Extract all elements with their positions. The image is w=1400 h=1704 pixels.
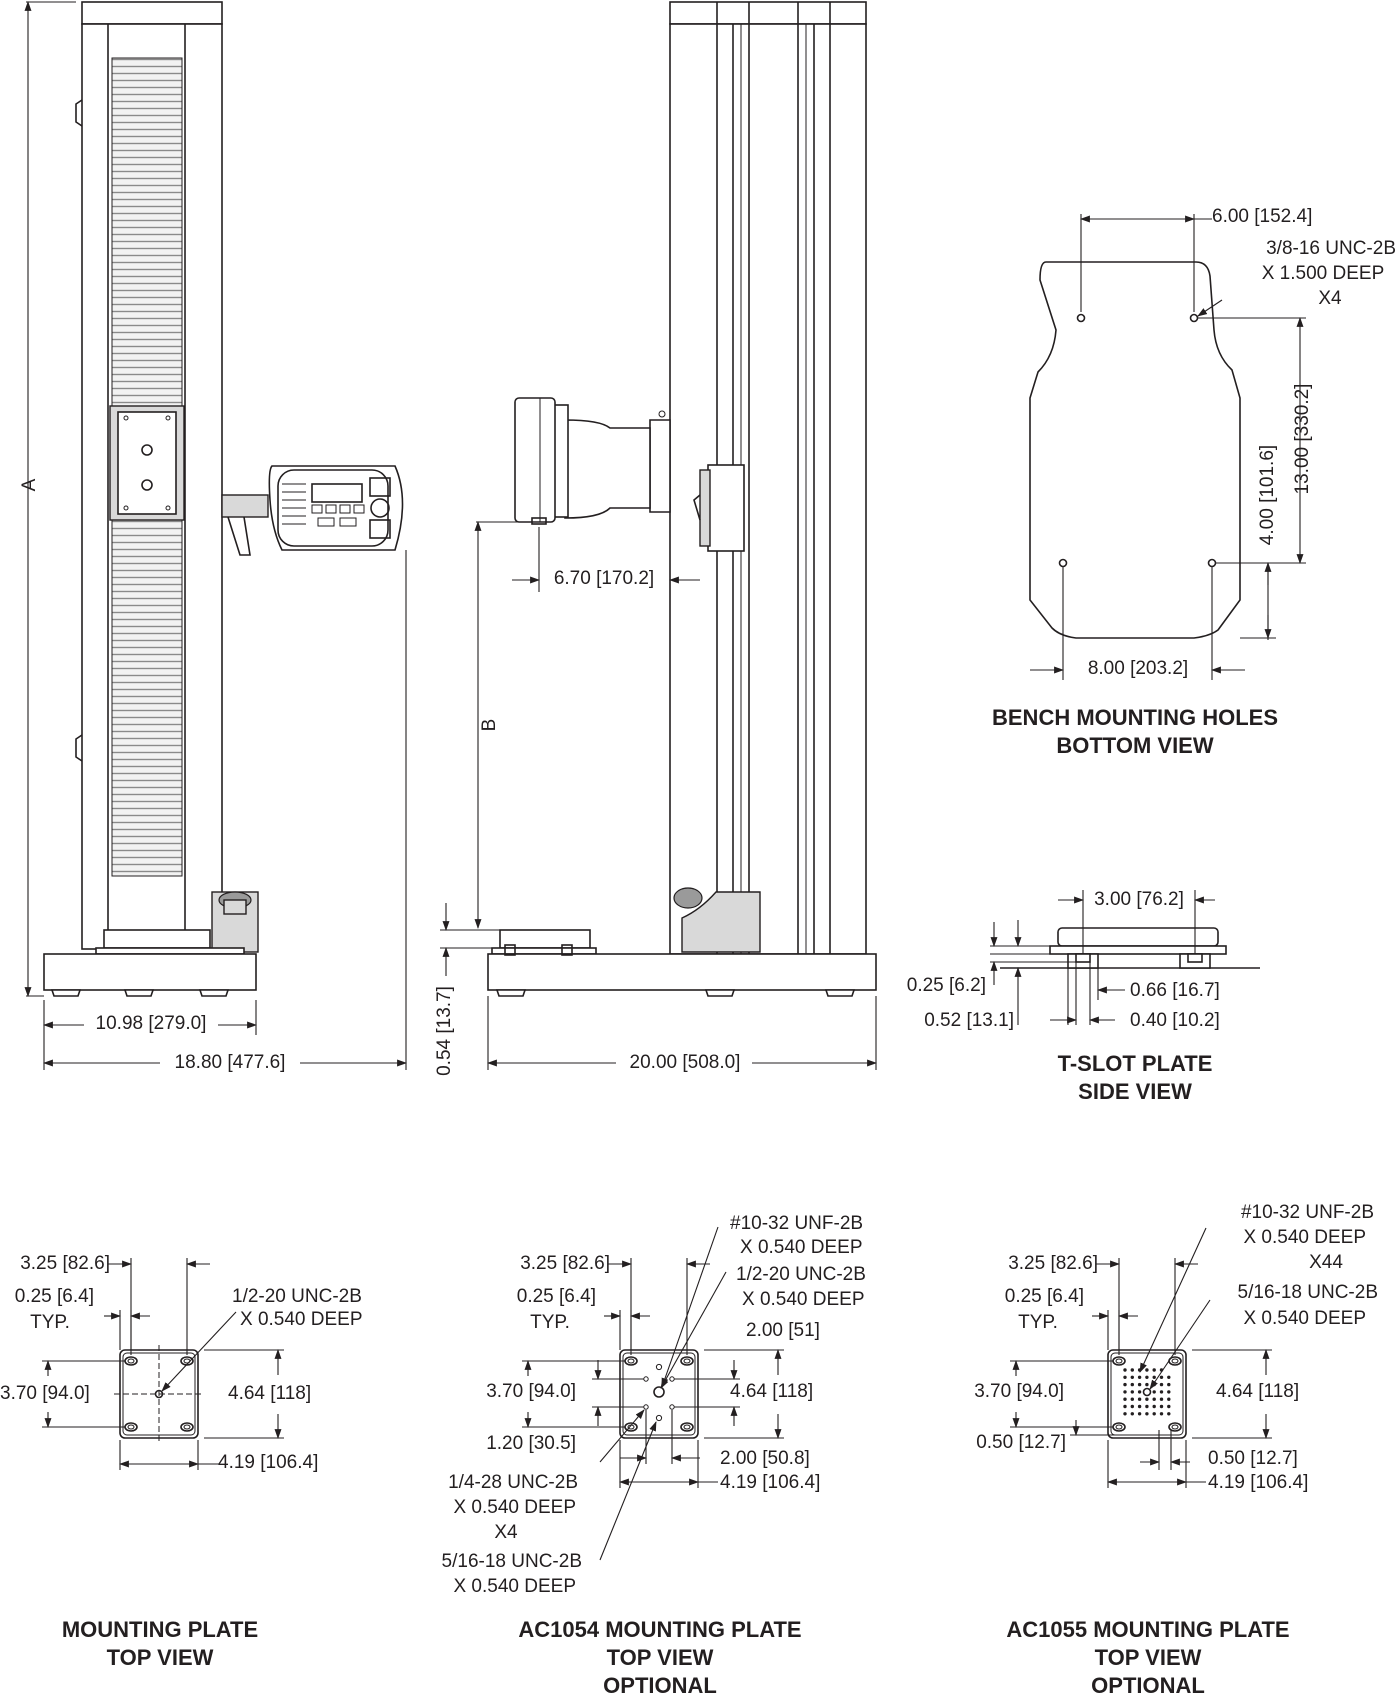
thread-hole [1167, 1412, 1170, 1415]
ac1054-thread-a2: X 0.540 DEEP [740, 1237, 863, 1258]
ac1054-offset: 1.20 [30.5] [486, 1433, 576, 1454]
thread-hole [1145, 1383, 1148, 1386]
ac1054-overall-width: 4.19 [106.4] [720, 1472, 821, 1493]
dim-base-width: 10.98 [279.0] [95, 1013, 207, 1034]
ac1054-edge: 0.25 [6.4] [516, 1286, 596, 1307]
dim-plate-height: 0.54 [13.7] [434, 986, 455, 1076]
thread-hole [1167, 1390, 1170, 1393]
ac1054-thread-c3: X4 [494, 1522, 518, 1543]
thread-hole [1167, 1376, 1170, 1379]
ac1054-spacing-bottom: 2.00 [50.8] [720, 1448, 810, 1469]
mp-title-line1: MOUNTING PLATE [61, 1617, 259, 1642]
ac1054-spacing-top: 2.00 [51] [746, 1320, 820, 1341]
ac1055-typ: TYP. [1018, 1312, 1058, 1333]
thread-hole [1131, 1390, 1134, 1393]
dim-tslot-c: 0.66 [16.7] [1130, 980, 1220, 1001]
thread-hole [1153, 1405, 1156, 1408]
ac1054-title-line2: TOP VIEW [606, 1645, 714, 1670]
thread-hole [1160, 1376, 1163, 1379]
ac1055-height: 3.70 [94.0] [974, 1381, 1064, 1402]
thread-hole [1153, 1376, 1156, 1379]
thread-hole [1131, 1405, 1134, 1408]
front-view [26, 2, 406, 1070]
ac1055-title-line2: TOP VIEW [1094, 1645, 1202, 1670]
thread-hole [1145, 1398, 1148, 1401]
thread-hole [1153, 1390, 1156, 1393]
ac1054-overall-height: 4.64 [118] [730, 1381, 814, 1402]
ac1054-width: 3.25 [82.6] [520, 1253, 610, 1274]
ac1055-thread-a2: X 0.540 DEEP [1243, 1227, 1366, 1248]
thread-hole [1123, 1412, 1126, 1415]
ac1055-title-line1: AC1055 MOUNTING PLATE [1006, 1617, 1290, 1642]
thread-hole [1131, 1412, 1134, 1415]
ac1054-thread-d2: X 0.540 DEEP [453, 1576, 576, 1597]
dim-tslot-d: 0.40 [10.2] [1130, 1010, 1220, 1031]
ac1055-grid-offset-left: 0.50 [12.7] [976, 1432, 1066, 1453]
ac1054-thread-a1: #10-32 UNF-2B [730, 1213, 864, 1234]
thread-hole [1145, 1405, 1148, 1408]
ac1054-height: 3.70 [94.0] [486, 1381, 576, 1402]
thread-hole [1138, 1383, 1141, 1386]
thread-hole [1138, 1405, 1141, 1408]
tslot-title-line1: T-SLOT PLATE [1057, 1051, 1213, 1076]
thread-hole [1131, 1376, 1134, 1379]
ac1055-overall-width: 4.19 [106.4] [1208, 1472, 1309, 1493]
mp-overall-width: 4.19 [106.4] [218, 1452, 319, 1473]
thread-hole [1123, 1390, 1126, 1393]
bench-title-line1: BENCH MOUNTING HOLES [992, 705, 1278, 730]
thread-hole [1145, 1368, 1148, 1371]
ac1054-thread-d1: 5/16-18 UNC-2B [441, 1551, 582, 1572]
thread-hole [1138, 1376, 1141, 1379]
ac1054-thread-c1: 1/4-28 UNC-2B [448, 1472, 578, 1493]
bench-thread-callout: 3/8-16 UNC-2B [1266, 238, 1396, 259]
ac1054-typ: TYP. [530, 1312, 570, 1333]
thread-hole [1167, 1405, 1170, 1408]
dim-hole-span: 13.00 [330.2] [1292, 383, 1313, 495]
ac1055-edge: 0.25 [6.4] [1004, 1286, 1084, 1307]
mp-overall-height: 4.64 [118] [228, 1383, 312, 1404]
mp-height: 3.70 [94.0] [0, 1383, 90, 1404]
ac1055-thread-b1: 5/16-18 UNC-2B [1237, 1282, 1378, 1303]
thread-hole [1145, 1412, 1148, 1415]
ac1055-thread-a3: X44 [1309, 1252, 1343, 1273]
thread-hole [1160, 1383, 1163, 1386]
thread-hole [1123, 1398, 1126, 1401]
dim-tslot-b: 0.52 [13.1] [924, 1010, 1014, 1031]
ac1054-title-line3: OPTIONAL [603, 1673, 717, 1698]
dim-base-depth: 20.00 [508.0] [629, 1052, 741, 1073]
thread-hole [1131, 1398, 1134, 1401]
thread-hole [1131, 1368, 1134, 1371]
ac1055-title-line3: OPTIONAL [1091, 1673, 1205, 1698]
ac1055-thread-a1: #10-32 UNF-2B [1240, 1202, 1374, 1223]
thread-hole [1131, 1383, 1134, 1386]
ac1054-thread-b2: X 0.540 DEEP [742, 1289, 865, 1310]
mp-title-line2: TOP VIEW [106, 1645, 214, 1670]
thread-hole [1160, 1412, 1163, 1415]
ac1054-title-line1: AC1054 MOUNTING PLATE [518, 1617, 802, 1642]
dim-a-label: A [19, 478, 40, 492]
bench-title-line2: BOTTOM VIEW [1056, 733, 1214, 758]
thread-hole [1138, 1412, 1141, 1415]
dim-overall-width: 18.80 [477.6] [174, 1052, 286, 1073]
ac1055-width: 3.25 [82.6] [1008, 1253, 1098, 1274]
thread-hole [1153, 1412, 1156, 1415]
dim-b-label: B [479, 718, 500, 732]
ac1054-thread-b1: 1/2-20 UNC-2B [736, 1264, 866, 1285]
thread-hole [1123, 1383, 1126, 1386]
thread-hole [1138, 1390, 1141, 1393]
dim-slot-spacing: 3.00 [76.2] [1094, 889, 1184, 910]
thread-hole [1160, 1398, 1163, 1401]
thread-hole [1153, 1398, 1156, 1401]
bench-qty-callout: X4 [1318, 288, 1342, 309]
mp-thread-line2: X 0.540 DEEP [240, 1309, 363, 1330]
bench-depth-callout: X 1.500 DEEP [1261, 263, 1385, 284]
thread-hole [1167, 1383, 1170, 1386]
dim-load-cell-offset: 6.70 [170.2] [553, 568, 655, 589]
mp-typ: TYP. [30, 1312, 70, 1333]
side-view [440, 2, 876, 1070]
ac1055-thread-b2: X 0.540 DEEP [1243, 1308, 1366, 1329]
dim-tslot-a: 0.25 [6.2] [906, 975, 986, 996]
ac1055-overall-height: 4.64 [118] [1216, 1381, 1300, 1402]
thread-hole [1160, 1405, 1163, 1408]
mp-thread-line1: 1/2-20 UNC-2B [232, 1286, 362, 1307]
thread-hole [1138, 1398, 1141, 1401]
tslot-title-line2: SIDE VIEW [1078, 1079, 1192, 1104]
dim-lower-offset: 4.00 [101.6] [1257, 444, 1278, 546]
dim-bottom-hole-spacing: 8.00 [203.2] [1087, 658, 1189, 679]
mp-width: 3.25 [82.6] [20, 1253, 110, 1274]
mp-edge: 0.25 [6.4] [14, 1286, 94, 1307]
thread-hole [1123, 1376, 1126, 1379]
dim-top-hole-spacing: 6.00 [152.4] [1212, 206, 1313, 227]
thread-hole [1167, 1398, 1170, 1401]
ac1055-grid-offset-right: 0.50 [12.7] [1208, 1448, 1298, 1469]
thread-hole [1153, 1368, 1156, 1371]
thread-hole [1123, 1405, 1126, 1408]
thread-hole [1123, 1368, 1126, 1371]
thread-hole [1160, 1390, 1163, 1393]
ac1054-thread-c2: X 0.540 DEEP [453, 1497, 576, 1518]
thread-hole [1145, 1376, 1148, 1379]
